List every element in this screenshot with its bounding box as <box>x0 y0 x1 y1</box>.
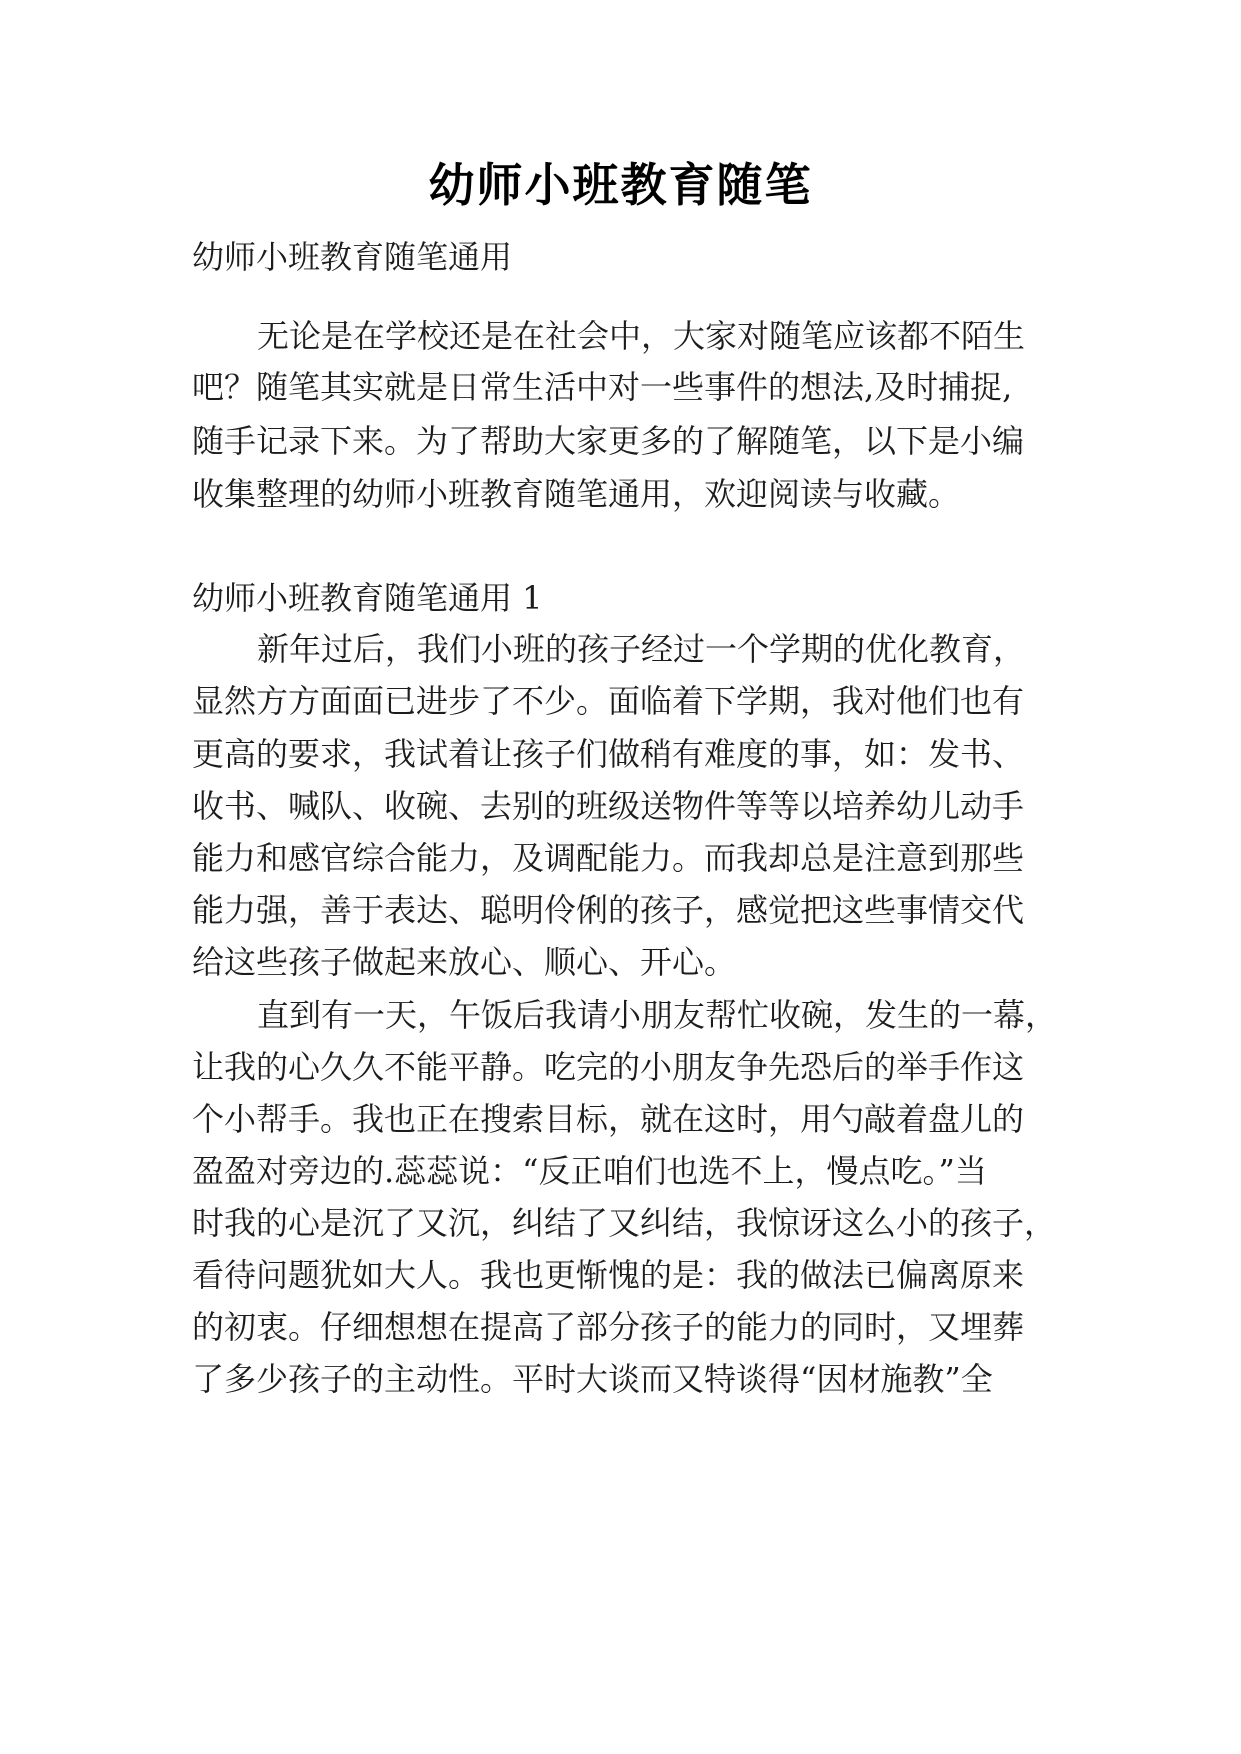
intro-line: 随手记录下来。为了帮助大家更多的了解随笔，以下是小编 <box>192 422 1025 460</box>
para2-line: 看待问题犹如大人。我也更惭愧的是：我的做法已偏离原来 <box>192 1256 1025 1294</box>
intro-line: 收集整理的幼师小班教育随笔通用，欢迎阅读与收藏。 <box>192 475 961 513</box>
document-title: 幼师小班教育随笔 <box>428 158 813 212</box>
para1-line: 新年过后，我们小班的孩子经过一个学期的优化教育， <box>257 630 1026 668</box>
section1-heading: 幼师小班教育随笔通用 1 <box>192 579 543 617</box>
intro-line: 吧？随笔其实就是日常生活中对一些事件的想法,及时捕捉, <box>192 368 1013 406</box>
para1-line: 能力和感官综合能力，及调配能力。而我却总是注意到那些 <box>192 839 1025 877</box>
para1-line: 能力强，善于表达、聪明伶俐的孩子，感觉把这些事情交代 <box>192 891 1025 929</box>
para2-line: 个小帮手。我也正在搜索目标，就在这时，用勺敲着盘儿的 <box>192 1100 1025 1138</box>
para1-line: 收书、喊队、收碗、去别的班级送物件等等以培养幼儿动手 <box>192 787 1025 825</box>
para1-line: 给这些孩子做起来放心、顺心、开心。 <box>192 943 737 981</box>
intro-heading: 幼师小班教育随笔通用 <box>192 238 513 276</box>
para2-line: 的初衷。仔细想想在提高了部分孩子的能力的同时，又埋葬 <box>192 1308 1025 1346</box>
para1-line: 更高的要求，我试着让孩子们做稍有难度的事，如：发书、 <box>192 735 1025 773</box>
para2-line: 时我的心是沉了又沉，纠结了又纠结，我惊讶这么小的孩子， <box>192 1204 1057 1242</box>
para1-line: 显然方方面面已进步了不少。面临着下学期，我对他们也有 <box>192 682 1025 720</box>
intro-line: 无论是在学校还是在社会中，大家对随笔应该都不陌生 <box>257 317 1026 355</box>
para2-line: 盈盈对旁边的.蕊蕊说：“反正咱们也选不上，慢点吃。”当 <box>192 1152 987 1190</box>
para2-line: 直到有一天，午饭后我请小朋友帮忙收碗，发生的一幕， <box>257 996 1058 1034</box>
para2-line: 了多少孩子的主动性。平时大谈而又特谈得“因材施教”全 <box>192 1360 993 1398</box>
para2-line: 让我的心久久不能平静。吃完的小朋友争先恐后的举手作这 <box>192 1048 1025 1086</box>
